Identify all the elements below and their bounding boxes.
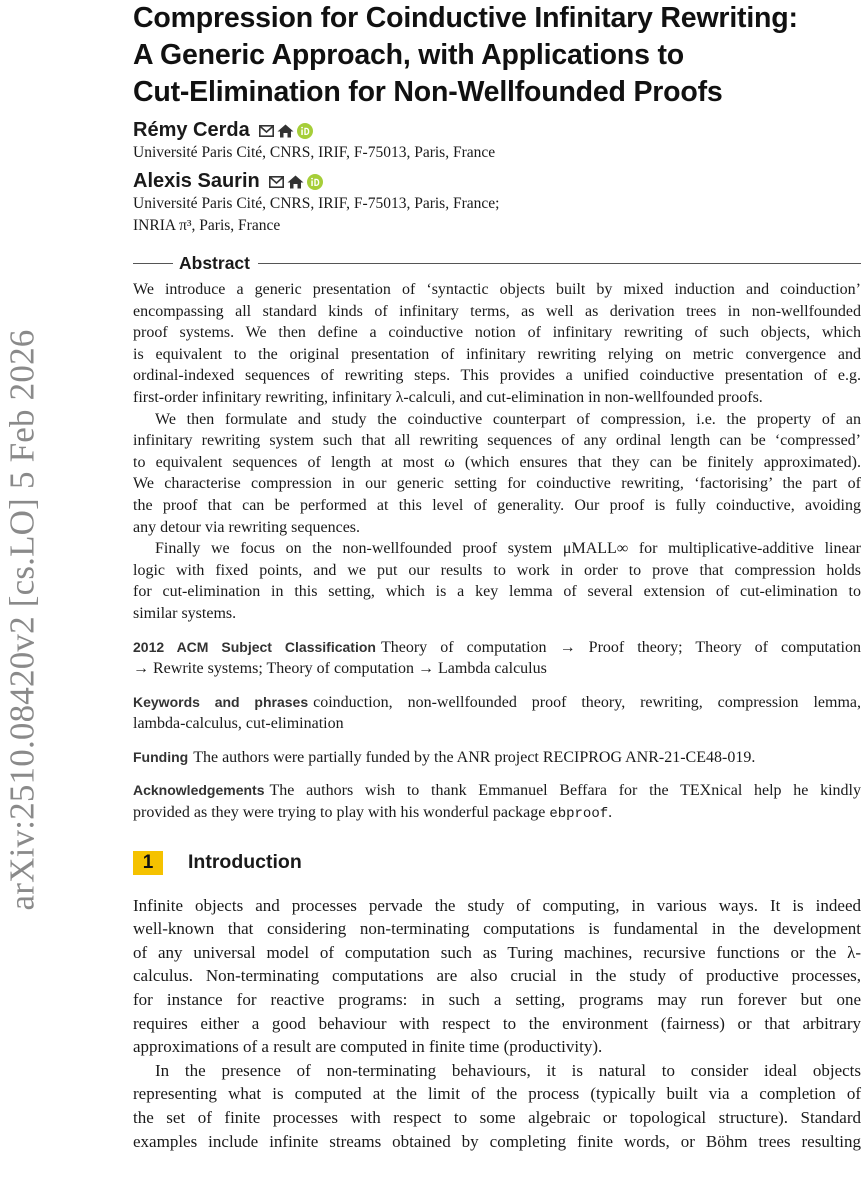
author-affiliation: INRIA π³, Paris, France (133, 217, 281, 234)
abstract-paragraph (133, 279, 861, 409)
text-line: approximations of a result are computed in finite time (productivity). (133, 1037, 603, 1057)
text-line: for instance for reactive programs: in such a setting, programs may run forever but one (133, 990, 861, 1010)
section-number: 1 (133, 851, 163, 875)
abstract-heading (133, 253, 861, 273)
envelope-icon[interactable] (259, 125, 274, 137)
keywords (133, 692, 861, 735)
abstract-title: Abstract (179, 252, 250, 273)
acknowledgements-label: Acknowledgements (133, 782, 265, 799)
text-line: the proof that can be performed at this level of generality. Our proof is fully coinductive, avoiding (133, 496, 861, 514)
introduction-body (133, 894, 861, 1154)
acm-text: Theory of computation → Proof theory; Theory of computation (380, 638, 861, 656)
acm-classification (133, 637, 861, 680)
funding (133, 747, 861, 769)
funding-text: The authors were partially funded by the ANR project RECIPROG ANR-21-CE48-019. (193, 748, 756, 766)
text-line: infinitary rewriting system such that all rewriting sequences of any ordinal length can be ‘compressed’ (133, 432, 861, 450)
title-line: Compression for Coinductive Infinitary Rewriting: (133, 2, 798, 34)
text-line: well-known that considering non-terminating computations is fundamental in the development (133, 919, 861, 939)
abstract-rule (258, 263, 861, 264)
title-line: A Generic Approach, with Applications to (133, 39, 684, 71)
abstract-rule (133, 263, 173, 264)
title-line: Cut-Elimination for Non-Wellfounded Proofs (133, 76, 723, 108)
author-name-row (133, 170, 323, 193)
paper-title (133, 0, 861, 111)
funding-label: Funding (133, 748, 189, 765)
text-line: We then formulate and study the coinductive counterpart of compression, i.e. the property of an (155, 410, 861, 428)
author-affiliation: Université Paris Cité, CNRS, IRIF, F-75013, Paris, France (133, 144, 496, 161)
text-line: Infinite objects and processes pervade the study of computing, in various ways. It is indeed (133, 895, 861, 915)
envelope-icon[interactable] (269, 176, 284, 188)
text-line: similar systems. (133, 604, 237, 622)
text-line: calculus. Non-terminating computations are also crucial in the study of productive processes, (133, 966, 861, 986)
keywords-label: Keywords and phrases (133, 693, 309, 710)
arxiv-identifier-text: arXiv:2510.08420v2 [cs.LO] 5 Feb 2026 (2, 329, 41, 911)
text-line: representing what is computed at the limit of the process (typically built via a completion of (133, 1084, 861, 1104)
author-name: Rémy Cerda (133, 119, 250, 141)
author-block (133, 170, 861, 237)
punctuation: . (608, 804, 613, 822)
text-line: is equivalent to the original presentation of infinitary rewriting relying on metric convergence and (133, 345, 861, 363)
acm-label: 2012 ACM Subject Classification (133, 638, 376, 655)
text-line: Finally we focus on the non-wellfounded proof system μMALL∞ for multiplicative-additive linear (155, 540, 861, 558)
text-line: first-order infinitary rewriting, infinitary λ-calculi, and cut-elimination in non-wellfounded proofs. (133, 388, 763, 406)
text-line: logic with fixed points, and we put our results to work in order to prove that compression holds (133, 561, 861, 579)
author-name: Alexis Saurin (133, 170, 260, 192)
text-line: for cut-elimination in this setting, which is a key lemma of several extension of cut-elimination to (133, 583, 861, 601)
package-name: ebproof (549, 806, 609, 823)
text-line: to equivalent sequences of length at most ω (which ensures that they can be finitely approximated). (133, 453, 861, 471)
abstract-paragraph (133, 538, 861, 624)
orcid-icon[interactable] (297, 123, 313, 139)
home-icon[interactable] (287, 175, 304, 189)
author-name-row (133, 119, 313, 142)
text-line: requires either a good behaviour with respect to the environment (fairness) or that arbitrary (133, 1013, 861, 1033)
abstract-body (133, 279, 861, 625)
acknowledgements (133, 780, 861, 825)
text-line: In the presence of non-terminating behaviours, it is natural to consider ideal objects (155, 1060, 861, 1080)
text-line: encompassing all standard kinds of infinitary terms, as well as derivation trees in non-wellfounded (133, 302, 861, 320)
orcid-icon[interactable] (307, 174, 323, 190)
text-line: examples include infinite streams obtained by completing finite words, or Böhm trees resulting (133, 1131, 861, 1151)
keywords-text: coinduction, non-wellfounded proof theory, rewriting, compression lemma, (313, 693, 861, 711)
author-affiliation: Université Paris Cité, CNRS, IRIF, F-75013, Paris, France; (133, 195, 500, 212)
text-line: the set of finite processes with respect to some algebraic or topological structure). Standard (133, 1108, 861, 1127)
intro-paragraph (133, 1059, 861, 1153)
home-icon[interactable] (277, 124, 294, 138)
acknowledgements-text: provided as they were trying to play with his wonderful package (133, 804, 550, 822)
author-block (133, 119, 861, 164)
text-line: proof systems. We then define a coinductive notion of infinitary rewriting of such objects, which (133, 324, 861, 342)
text-line: of any universal model of computation such as Turing machines, recursive functions or the λ- (133, 942, 861, 962)
text-line: We introduce a generic presentation of ‘syntactic objects built by mixed induction and coinduction’ (133, 281, 861, 298)
acm-text: → Rewrite systems; Theory of computation → Lambda calculus (133, 660, 547, 678)
text-line: any detour via rewriting sequences. (133, 518, 361, 536)
section-title: Introduction (188, 851, 302, 874)
arxiv-identifier (0, 292, 44, 948)
text-line: ordinal-indexed sequences of rewriting steps. This provides a unified coinductive presentation of e.g. (133, 367, 861, 385)
intro-paragraph (133, 894, 861, 1059)
acknowledgements-text: The authors wish to thank Emmanuel Beffara for the TEXnical help he kindly (269, 782, 861, 800)
abstract-paragraph (133, 409, 861, 539)
text-line: We characterise compression in our generic setting for coinductive rewriting, ‘factorising’ the part of (133, 475, 861, 493)
paper-page (133, 0, 861, 1153)
keywords-text: lambda-calculus, cut-elimination (133, 715, 344, 733)
section-heading (133, 850, 861, 876)
